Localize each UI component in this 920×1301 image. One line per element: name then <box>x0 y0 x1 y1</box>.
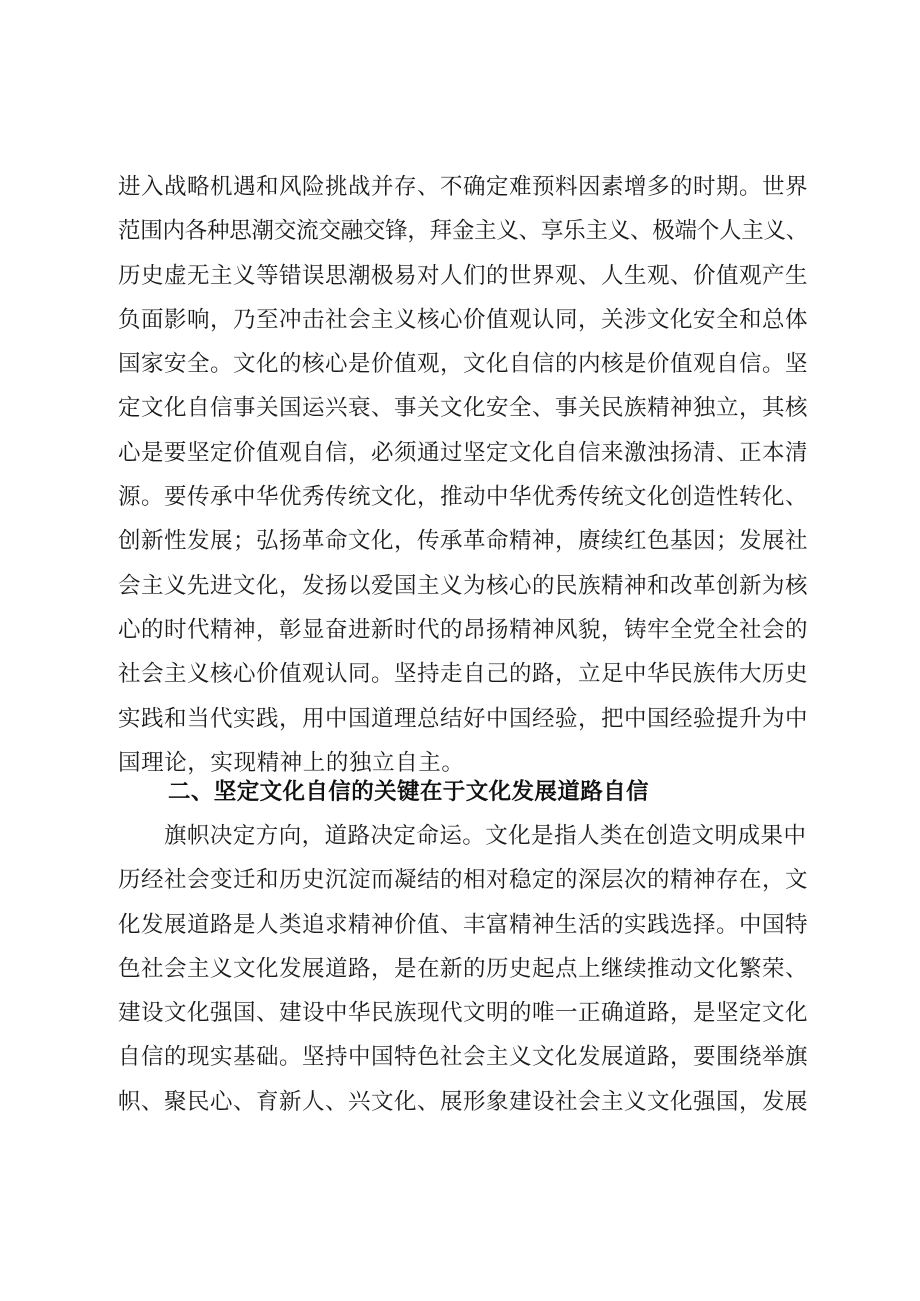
paragraph-continued <box>118 165 808 785</box>
paragraph-line: 历史虚无主义等错误思潮极易对人们的世界观、人生观、价值观产生 <box>118 262 808 289</box>
paragraph-line: 范围内各种思潮交流交融交锋，拜金主义、享乐主义、极端个人主义、 <box>118 218 808 245</box>
paragraph-section-two <box>118 814 808 1124</box>
paragraph-line: 色社会主义文化发展道路，是在新的历史起点上继续推动文化繁荣、 <box>118 955 808 982</box>
paragraph-line: 历经社会变迁和历史沉淀而凝结的相对稳定的深层次的精神存在，文 <box>118 867 808 894</box>
paragraph-line: 心的时代精神，彰显奋进新时代的昂扬精神风貌，铸牢全党全社会的 <box>118 616 808 643</box>
paragraph-line: 会主义先进文化，发扬以爱国主义为核心的民族精神和改革创新为核 <box>118 572 808 599</box>
paragraph-line: 心是要坚定价值观自信，必须通过坚定文化自信来激浊扬清、正本清 <box>118 439 808 466</box>
paragraph-line: 社会主义核心价值观认同。坚持走自己的路，立足中华民族伟大历史 <box>118 661 808 688</box>
paragraph-line: 实践和当代实践，用中国道理总结好中国经验，把中国经验提升为中 <box>118 705 808 732</box>
paragraph-line: 进入战略机遇和风险挑战并存、不确定难预料因素增多的时期。世界 <box>118 174 808 200</box>
paragraph-line-last: 国理论，实现精神上的独立自主。 <box>118 749 465 776</box>
paragraph-line: 国家安全。文化的核心是价值观，文化自信的内核是价值观自信。坚 <box>118 351 808 378</box>
paragraph-line: 化发展道路是人类追求精神价值、丰富精神生活的实践选择。中国特 <box>118 911 808 938</box>
paragraph-line: 负面影响，乃至冲击社会主义核心价值观认同，关涉文化安全和总体 <box>118 306 808 333</box>
paragraph-line: 定文化自信事关国运兴衰、事关文化安全、事关民族精神独立，其核 <box>118 395 808 422</box>
paragraph-line: 自信的现实基础。坚持中国特色社会主义文化发展道路，要围绕举旗 <box>118 1044 808 1071</box>
paragraph-line: 源。要传承中华优秀传统文化，推动中华优秀传统文化创造性转化、 <box>118 484 808 511</box>
paragraph-line: 创新性发展；弘扬革命文化，传承革命精神，赓续红色基因；发展社 <box>118 528 808 555</box>
paragraph-first-line: 旗帜决定方向，道路决定命运。文化是指人类在创造文明成果中 <box>164 823 807 849</box>
section-heading: 二、坚定文化自信的关键在于文化发展道路自信 <box>168 779 649 805</box>
paragraph-line: 帜、聚民心、育新人、兴文化、展形象建设社会主义文化强国，发展 <box>118 1088 808 1115</box>
paragraph-line: 建设文化强国、建设中华民族现代文明的唯一正确道路，是坚定文化 <box>118 1000 808 1027</box>
